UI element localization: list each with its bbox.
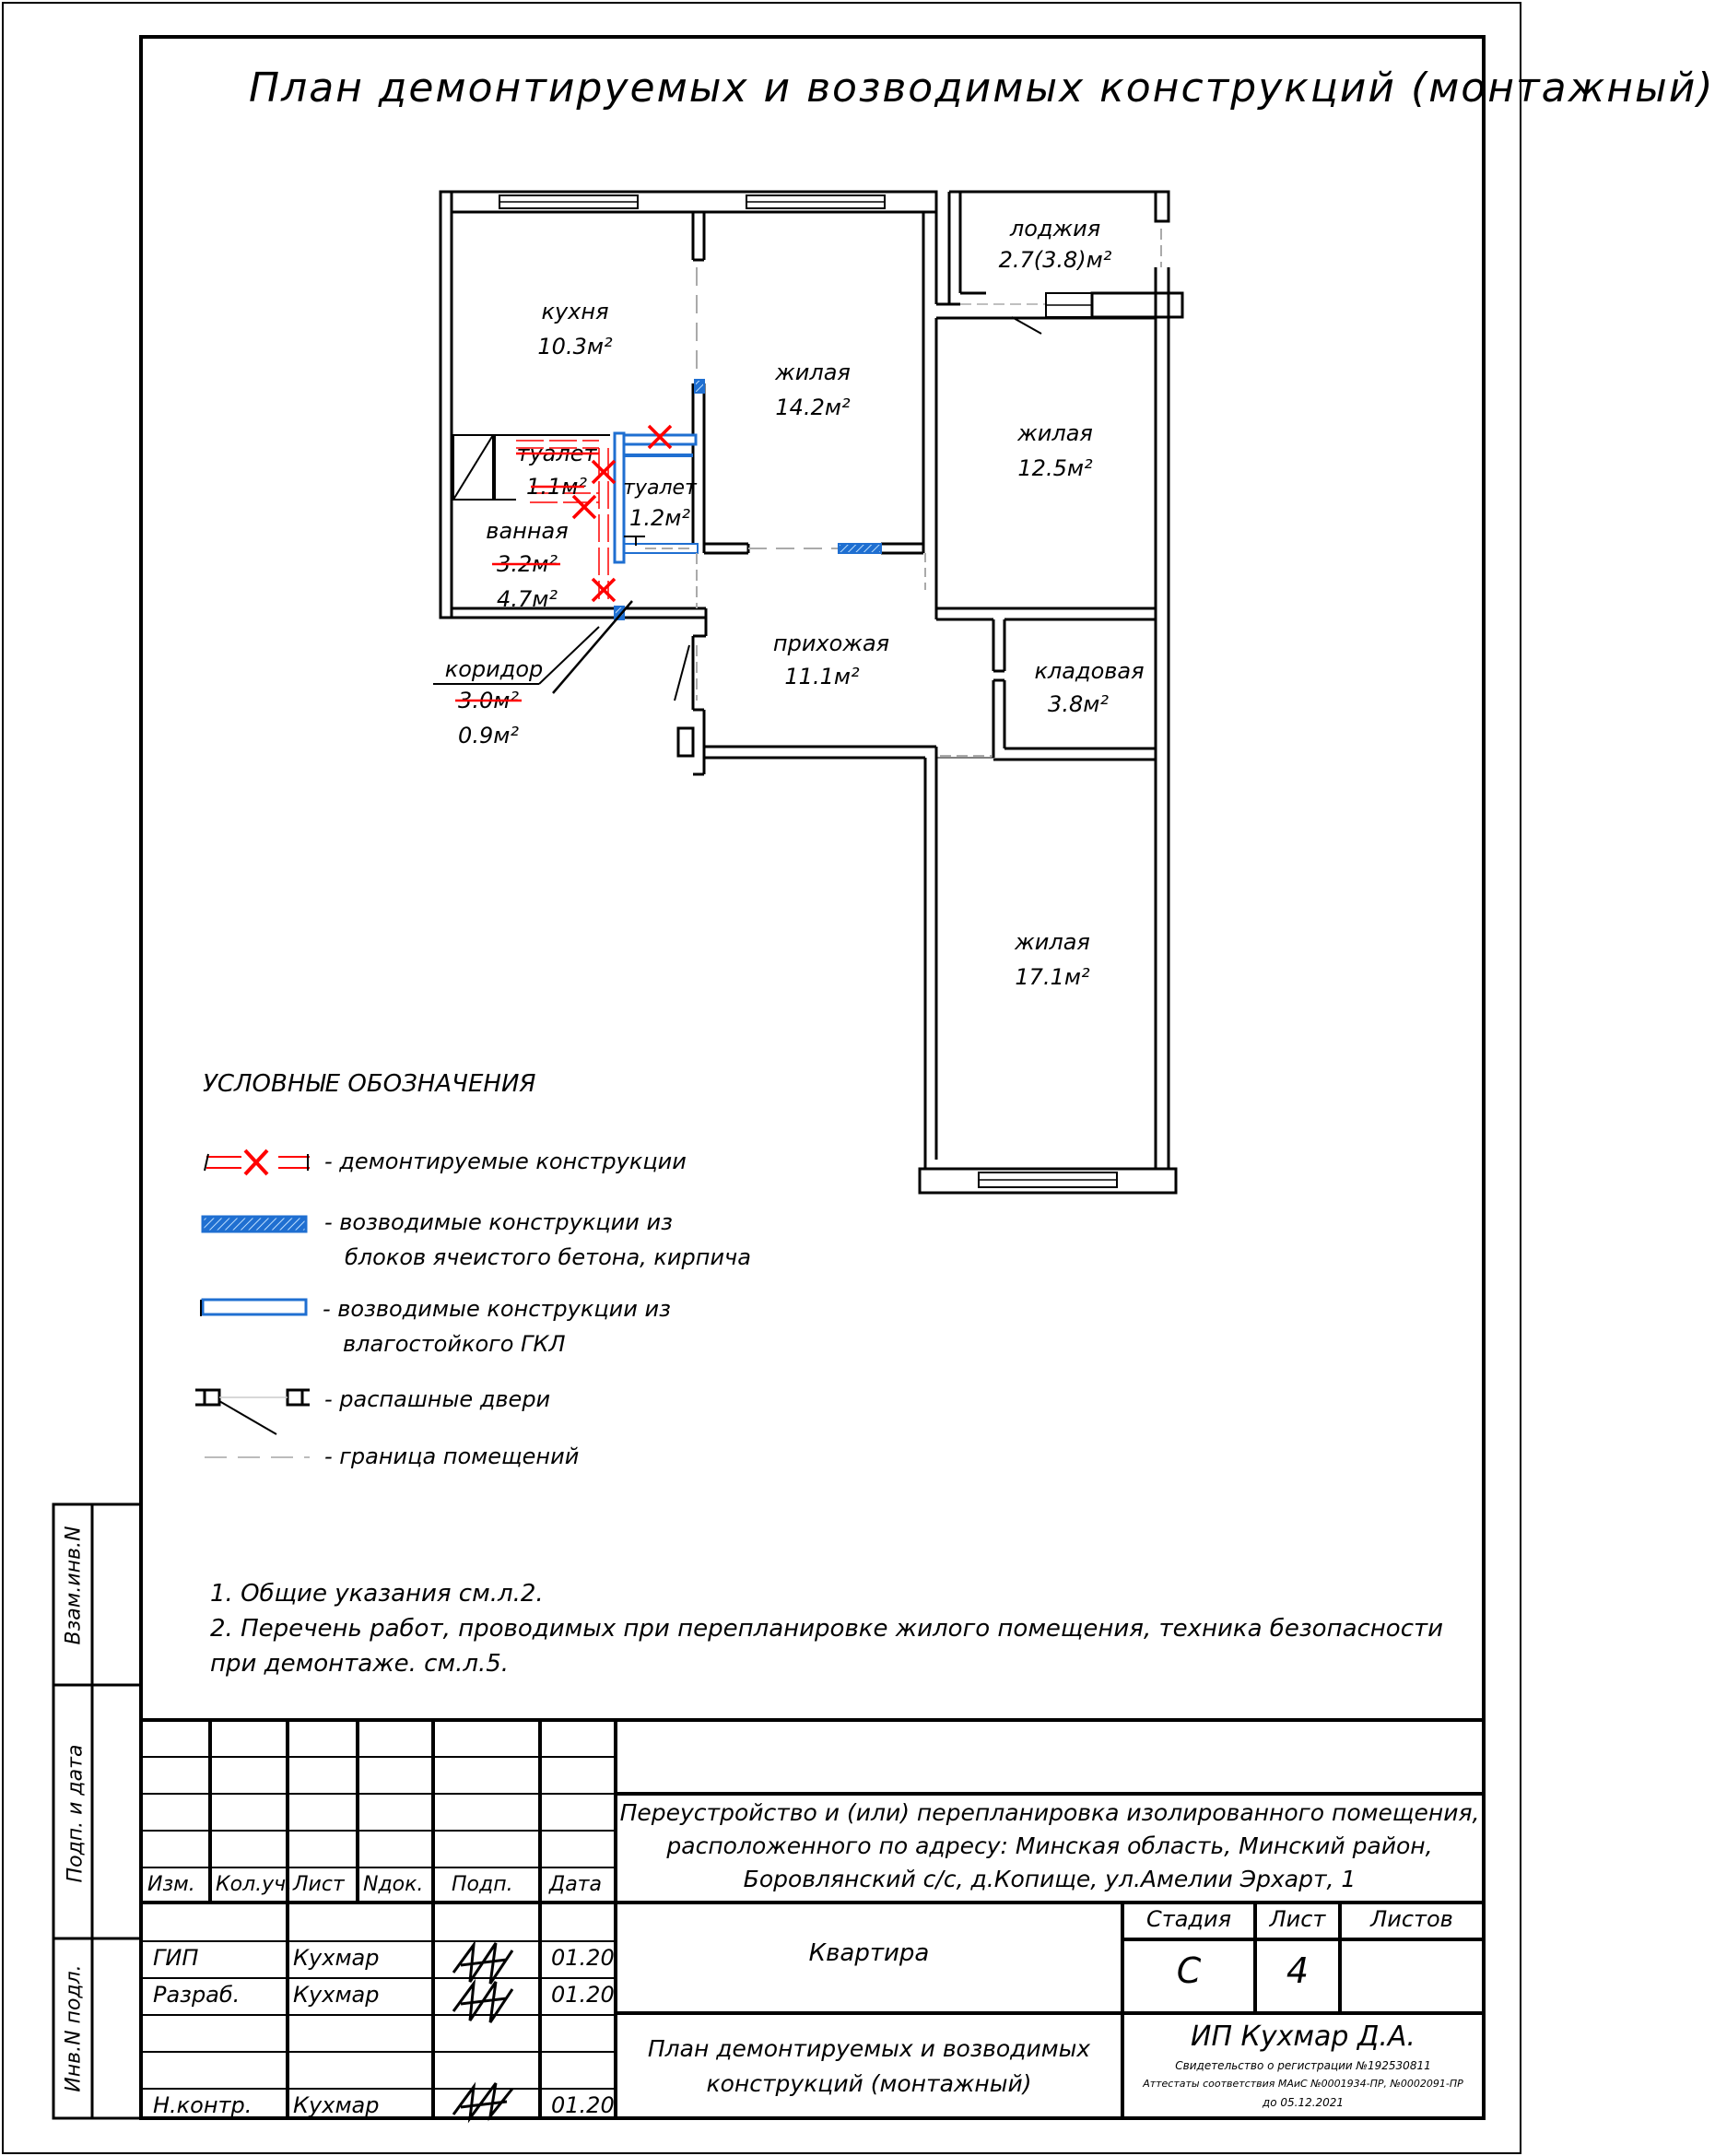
legend-title: УСЛОВНЫЕ ОБОЗНАЧЕНИЯ [203, 1070, 536, 1098]
room-toilet-new-area: 1.2м² [629, 505, 690, 531]
room-hall-name: прихожая [772, 630, 890, 656]
room-toilet-old-area: 1.1м² [526, 474, 587, 500]
tb-header-koluch: Кол.уч. [216, 1873, 293, 1896]
tb-name-3: Кухмар [293, 2092, 380, 2118]
tb-date-1: 01.20 [551, 1945, 615, 1971]
page-title: План демонтируемых и возводимых конструкций (монтажный) [249, 65, 1715, 112]
note-3: при демонтаже. см.л.5. [210, 1650, 510, 1678]
tb-stage-label: Стадия [1145, 1906, 1232, 1932]
room-corridor-area-old: 3.0м² [458, 688, 519, 713]
legend-item-2b: блоков ячеистого бетона, кирпича [345, 1244, 751, 1270]
legend-item-3a: - возводимые конструкции из [323, 1296, 671, 1322]
tb-name-2: Кухмар [293, 1982, 380, 2008]
tb-object: Квартира [808, 1939, 930, 1967]
room-kitchen-area: 10.3м² [537, 334, 613, 359]
tb-cert1: Свидетельство о регистрации №192530811 [1175, 2059, 1431, 2072]
legend [195, 1070, 751, 1469]
tb-drawing-line2: конструкций (монтажный) [706, 2070, 1032, 2097]
tb-project-line1: Переустройство и (или) перепланировка изолированного помещения, [619, 1799, 1480, 1826]
tb-header-list: Лист [293, 1873, 345, 1896]
room-living2-name: жилая [1017, 420, 1093, 446]
room-loggia-name: лоджия [1009, 216, 1101, 242]
side-stamp-3: Инв.N подл. [62, 1964, 86, 2092]
legend-gkl-symbol [203, 1300, 306, 1314]
tb-cert3: до 05.12.2021 [1262, 2096, 1345, 2109]
room-bath-area-new: 4.7м² [497, 586, 558, 612]
tb-sheet-value: 4 [1286, 1950, 1310, 1991]
legend-door-symbol [195, 1390, 310, 1434]
tb-header-izm: Изм. [147, 1873, 195, 1896]
room-storage-area: 3.8м² [1048, 691, 1109, 717]
room-living3-name: жилая [1015, 929, 1090, 955]
room-hall-area: 11.1м² [784, 664, 860, 689]
tb-header-podp: Подп. [452, 1873, 513, 1896]
note-2: 2. Перечень работ, проводимых при перепланировке жилого помещения, техника безопасности [210, 1615, 1444, 1643]
room-toilet-new-name: туалет [623, 477, 697, 500]
legend-item-5: - граница помещений [324, 1443, 580, 1469]
room-loggia-area: 2.7(3.8)м² [998, 247, 1112, 273]
room-living2-area: 12.5м² [1017, 455, 1093, 481]
note-1: 1. Общие указания см.л.2. [210, 1580, 544, 1608]
tb-sheets-label: Листов [1370, 1906, 1453, 1932]
legend-item-4: - распашные двери [324, 1386, 551, 1412]
tb-name-1: Кухмар [293, 1945, 380, 1971]
left-wall [440, 192, 452, 618]
tb-stage-value: С [1176, 1950, 1202, 1991]
room-living3-area: 17.1м² [1015, 964, 1090, 990]
legend-item-1: - демонтируемые конструкции [324, 1149, 687, 1174]
tb-date-2: 01.20 [551, 1982, 615, 2008]
room-kitchen-name: кухня [541, 299, 609, 324]
tb-company: ИП Кухмар Д.А. [1191, 2021, 1415, 2053]
tb-sheet-label: Лист [1269, 1906, 1326, 1932]
room-living1-name: жилая [775, 359, 851, 385]
tb-header-data: Дата [549, 1873, 602, 1896]
legend-demolish-symbol [206, 1150, 310, 1174]
tb-project-line2: расположенного по адресу: Минская область, Минский район, [666, 1832, 1433, 1859]
tb-role-3: Н.контр. [153, 2092, 253, 2118]
room-bath-name: ванная [486, 518, 569, 544]
room-toilet-old-name: туалет [516, 441, 597, 466]
room-bath-area-old: 3.2м² [497, 551, 558, 577]
room-corridor-area-new: 0.9м² [458, 723, 519, 748]
tb-drawing-line1: План демонтируемых и возводимых [647, 2035, 1091, 2062]
room-living1-area: 14.2м² [775, 395, 851, 420]
room-corridor-name: коридор [444, 656, 544, 682]
tb-header-ndok: Nдок. [363, 1873, 424, 1896]
tb-project-line3: Боровлянский с/с, д.Копище, ул.Амелии Эрхарт, 1 [743, 1866, 1357, 1892]
room-storage-name: кладовая [1034, 658, 1145, 684]
signatures [453, 1943, 512, 2118]
legend-item-2a: - возводимые конструкции из [324, 1209, 673, 1235]
side-stamp-1: Взам.инв.N [62, 1526, 86, 1645]
legend-item-3b: влагостойкого ГКЛ [343, 1331, 566, 1357]
tb-date-3: 01.20 [551, 2092, 615, 2118]
side-stamp-2: Подп. и дата [64, 1744, 88, 1883]
legend-block-symbol [203, 1217, 306, 1231]
tb-cert2: Аттестаты соответствия МАиС №0001934-ПР, №0002091-ПР [1143, 2078, 1463, 2090]
tb-role-2: Разраб. [153, 1982, 241, 2008]
tb-role-1: ГИП [153, 1945, 199, 1971]
